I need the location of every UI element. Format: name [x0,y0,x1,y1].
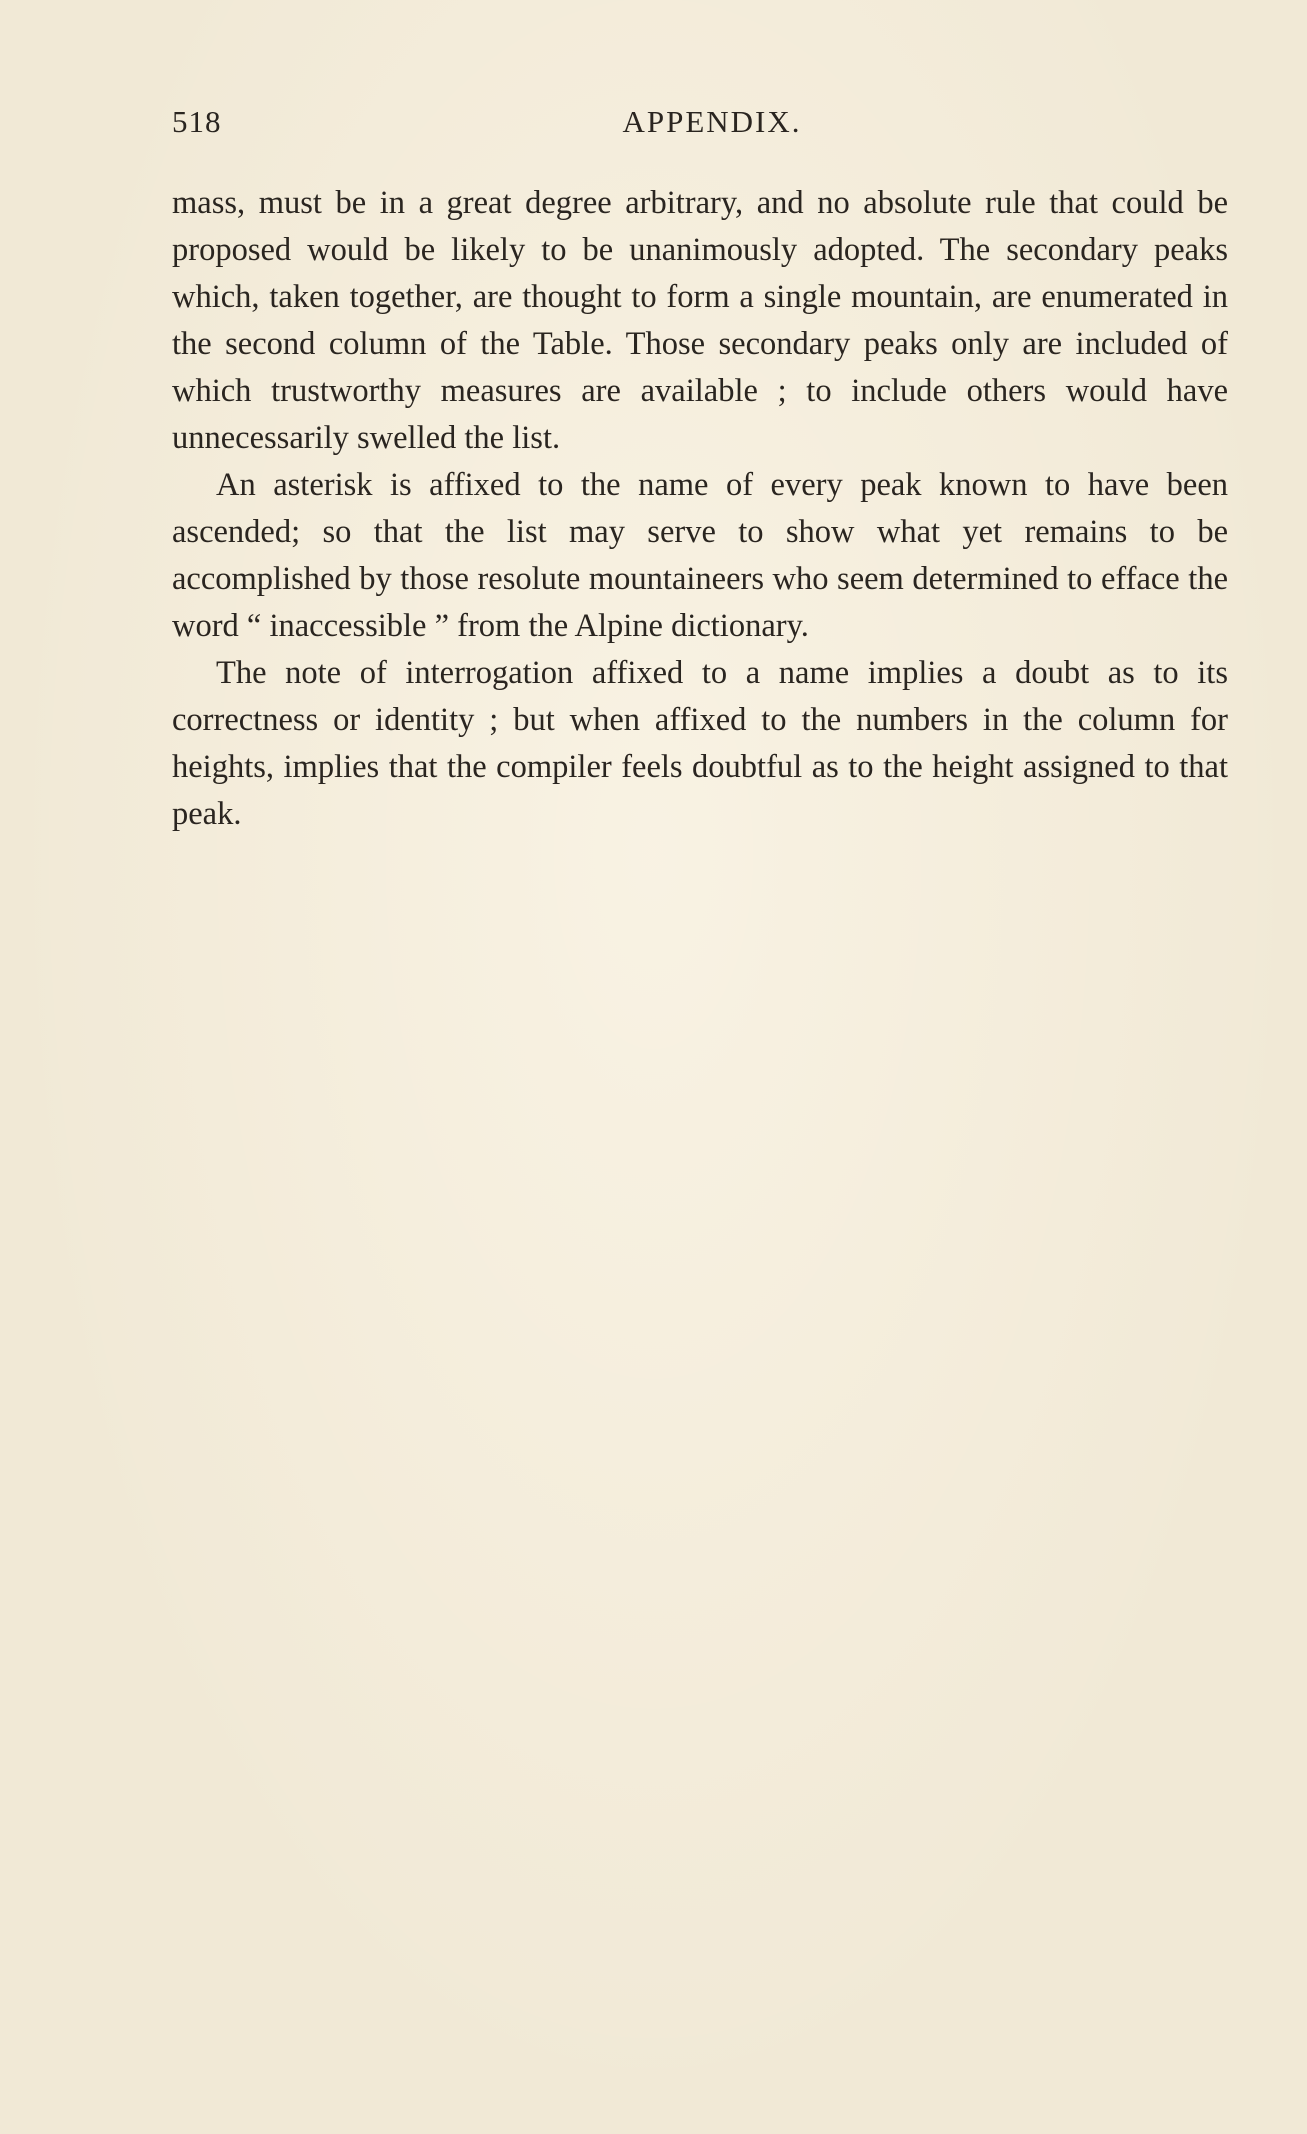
paragraph-interrogation-note: The note of interrogation affixed to a name implies a doubt as to its correctness or identity ; but when affixed to the numbers in the column for heights, implies that the compiler feels doubtful as to the height assigned to that peak. [172,655,1228,832]
running-title: APPENDIX. [622,104,802,139]
paragraph-asterisk-note: An asterisk is affixed to the name of every peak known to have been ascended; so that the list may serve to show what yet remains to be accomplished by those resolute mountaineers who seem determined to efface the word “ inaccessible ” from the Alpine dictionary. [172,467,1228,644]
page-number: 518 [172,104,222,139]
running-head [172,104,1228,148]
body-text [172,180,1228,838]
paragraph-continuation: mass, must be in a great degree arbitrary, and no absolute rule that could be proposed would be likely to be unanimously adopted. The secondary peaks which, taken together, are thought to form a single mountain, are enumerated in the second column of the Table. Those secondary peaks only are included of which trustworthy measures are available ; to include others would have unnecessarily swelled the list. [172,185,1228,456]
